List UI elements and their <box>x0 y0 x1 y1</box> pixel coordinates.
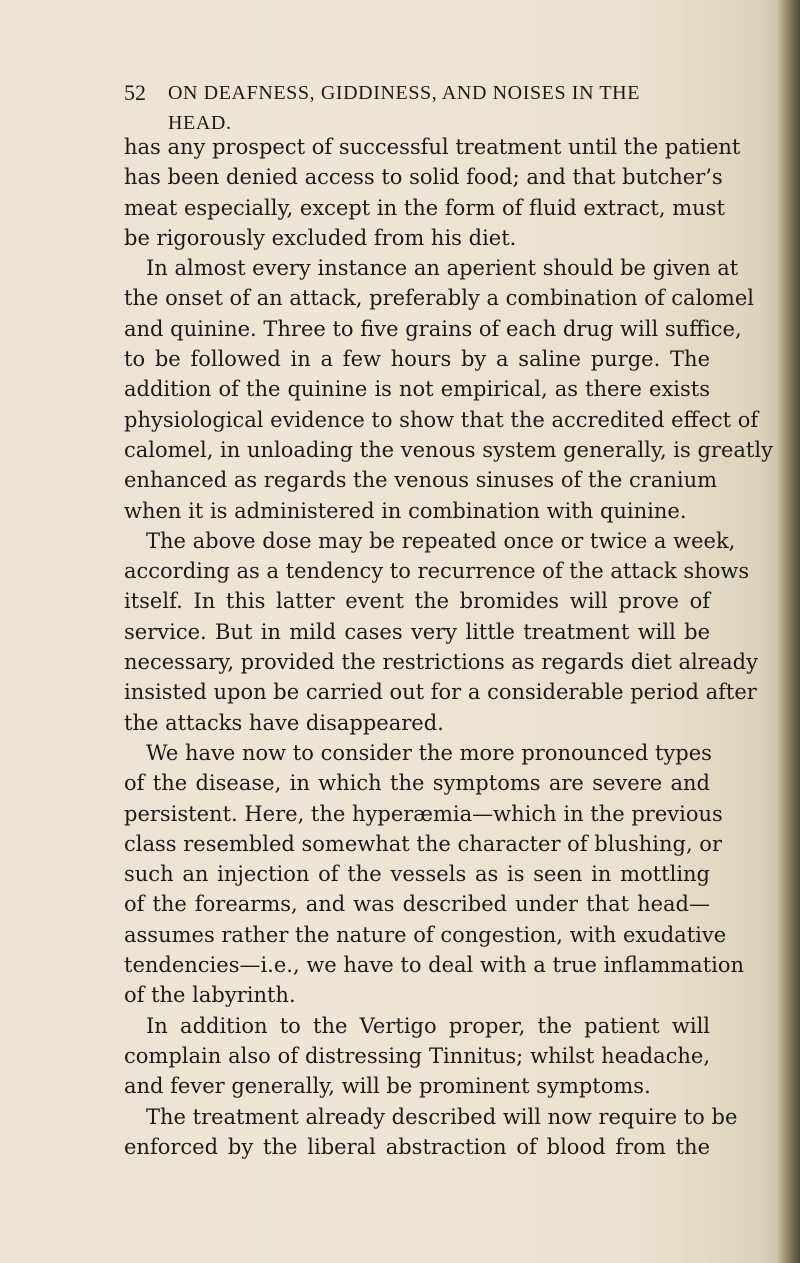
text-line: enhanced as regards the venous sinuses of the cranium <box>124 468 718 493</box>
text-line: In almost every instance an aperient should be given at <box>146 256 739 281</box>
text-line: class resembled somewhat the character of blushing, or <box>124 831 722 856</box>
text-line: of the disease, in which the symptoms are severe and <box>124 771 710 796</box>
text-line: and fever generally, will be prominent symptoms. <box>124 1074 651 1099</box>
text-line: according as a tendency to recurrence of the attack shows <box>124 559 750 584</box>
text-line: the onset of an attack, preferably a combination of calomel <box>124 286 754 311</box>
running-head: ON DEAFNESS, GIDDINESS, AND NOISES IN THE HEAD. <box>168 82 641 134</box>
text-line: persistent. Here, the hyperæmia—which in the previous <box>124 801 723 826</box>
text-line: complain also of distressing Tinnitus; whilst headache, <box>124 1043 710 1068</box>
text-line: The treatment already described will now require to be <box>146 1104 738 1129</box>
text-line: necessary, provided the restrictions as regards diet already <box>124 650 758 675</box>
text-line: such an injection of the vessels as is seen in mottling <box>124 862 710 887</box>
text-line: when it is administered in combination with quinine. <box>124 498 687 523</box>
book-spine-edge <box>778 0 800 1263</box>
text-line: has any prospect of successful treatment until the patient <box>124 135 741 159</box>
text-line: The above dose may be repeated once or twice a week, <box>146 528 736 553</box>
text-line: calomel, in unloading the venous system generally, is greatly <box>124 437 773 462</box>
text-line: of the forearms, and was described under that head— <box>124 892 710 917</box>
page-number: 52 <box>124 80 146 105</box>
text-line: itself. In this latter event the bromides will prove of <box>124 589 710 614</box>
text-line: assumes rather the nature of congestion, with exudative <box>124 922 727 947</box>
text-line: to be followed in a few hours by a saline purge. The <box>124 347 710 372</box>
text-line: insisted upon be carried out for a considerable period after <box>124 680 757 705</box>
text-line: We have now to consider the more pronounced types <box>146 740 712 765</box>
text-line: and quinine. Three to five grains of each drug will suffice, <box>124 316 742 341</box>
text-line: meat especially, except in the form of fluid extract, must <box>124 195 725 220</box>
text-line: the attacks have disappeared. <box>124 710 444 735</box>
text-line: of the labyrinth. <box>124 983 296 1008</box>
page-header <box>124 78 684 134</box>
text-line: be rigorously excluded from his diet. <box>124 225 517 250</box>
text-line: In addition to the Vertigo proper, the patient will <box>146 1013 710 1038</box>
text-line: service. But in mild cases very little treatment will be <box>124 619 710 644</box>
text-line: enforced by the liberal abstraction of blood from the <box>124 1134 710 1159</box>
text-line: addition of the quinine is not empirical, as there exists <box>124 377 710 402</box>
text-line: has been denied access to solid food; and that butcher’s <box>124 165 723 190</box>
text-line: physiological evidence to show that the accredited effect of <box>124 407 759 432</box>
text-line: tendencies—i.e., we have to deal with a true inflammation <box>124 953 745 978</box>
body-text <box>124 132 773 1162</box>
